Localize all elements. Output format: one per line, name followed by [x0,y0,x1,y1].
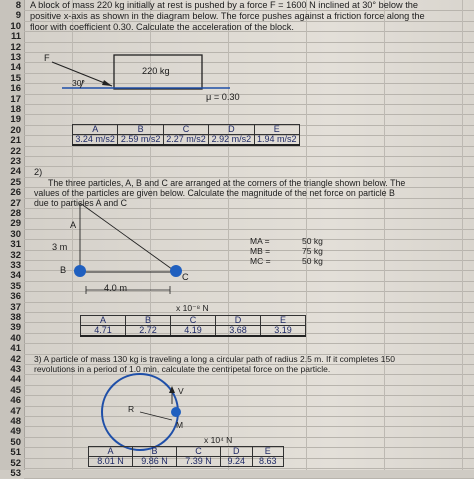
particle-b-dot [74,265,86,277]
force-label: F [44,53,50,63]
row-number[interactable]: 44 [10,374,21,386]
particle-m-dot [171,407,181,417]
answer-header-d[interactable]: D [209,125,254,135]
row-number[interactable]: 37 [10,301,21,313]
problem3-answer-table [88,446,284,467]
row-number[interactable]: 20 [10,124,21,136]
row-number[interactable]: 42 [10,353,21,365]
answer-cell-b[interactable]: 2.72 [126,326,171,337]
row-number[interactable]: 41 [10,343,21,355]
row-number[interactable]: 11 [10,31,21,43]
row-number[interactable]: 35 [10,280,21,292]
row-number[interactable]: 23 [10,156,21,167]
answer-cell-b[interactable]: 9.86 N [133,457,177,467]
answer-header-c[interactable]: C [177,447,221,457]
row-number[interactable]: 43 [10,364,21,375]
problem1-answer-table [72,124,300,146]
problem2-answer-table [80,315,306,337]
answer-cell-d[interactable]: 3.68 [216,326,261,337]
row-number[interactable]: 15 [10,72,21,84]
answer-cell-d[interactable]: 9.24 [221,457,252,467]
mass-a-label[interactable]: MA = [250,236,270,246]
distance-bc-label: 4.0 m [104,283,127,293]
row-number[interactable]: 40 [10,332,21,344]
row-number[interactable]: 50 [10,436,21,448]
row-number[interactable]: 47 [10,405,21,417]
problem3-text-line1[interactable]: 3) A particle of mass 130 kg is traveling a long a circular path of radius 2.5 m. If it completes 150 [34,354,395,364]
row-number[interactable]: 22 [10,145,21,157]
row-number[interactable]: 33 [10,260,21,271]
answer-cell-e[interactable]: 1.94 m/s2 [254,135,299,146]
answer-header-a[interactable]: A [81,316,126,326]
answer-header-a[interactable]: A [73,125,118,135]
answer-cell-d[interactable]: 2.92 m/s2 [209,135,254,146]
radius-line [140,412,172,420]
mass-c-label[interactable]: MC = [250,256,271,266]
radius-label: R [128,404,135,414]
mass-c-value[interactable]: 50 kg [302,256,323,266]
force-arrow-head [102,80,112,86]
row-number[interactable]: 36 [10,291,21,303]
answer-header-b[interactable]: B [118,125,163,135]
row-number[interactable]: 52 [10,457,21,469]
row-number[interactable]: 24 [10,166,21,178]
answer-cell-b[interactable]: 2.59 m/s2 [118,135,163,146]
problem2-text-line1[interactable]: The three particles, A, B and C are arranged at the corners of the triangle shown below. The [48,178,406,188]
angle-label: 30° [72,78,85,88]
row-number[interactable]: 13 [10,52,21,63]
problem2-text-line3[interactable]: due to particles A and C [34,198,127,208]
row-number[interactable]: 26 [10,187,21,199]
row-number[interactable]: 30 [10,228,21,240]
row-number[interactable]: 19 [10,114,21,126]
distance-ab-label: 3 m [52,242,68,252]
answer-cell-c[interactable]: 4.19 [171,326,216,337]
row-number[interactable]: 17 [10,93,21,105]
problem2-number[interactable]: 2) [34,167,43,177]
row-number[interactable]: 27 [10,197,21,209]
mass-m-label: M [176,420,184,430]
answer-cell-c[interactable]: 2.27 m/s2 [163,135,208,146]
problem2-text-line2[interactable]: values of the particles are given below. Calculate the magnitude of the net force on particle B [34,188,395,198]
row-number[interactable]: 16 [10,83,21,95]
row-number[interactable]: 12 [10,41,21,53]
particle-c-dot [170,265,182,277]
problem1-text-line2[interactable]: positive x-axis as shown in the diagram below. The force pushes against a friction force along the [30,11,425,21]
row-number[interactable]: 10 [10,20,21,32]
row-number[interactable]: 9 [15,10,21,22]
mass-label: 220 kg [142,66,170,76]
problem3-text-line2[interactable]: revolutions in a period of 1.0 min, calculate the centripetal force on the particle. [34,364,331,374]
answer-header-e[interactable]: E [261,316,306,326]
particle-c-label: C [182,272,189,282]
row-number[interactable]: 48 [10,416,21,427]
row-number[interactable]: 51 [10,447,21,459]
row-number[interactable]: 25 [10,176,21,188]
answer-header-c[interactable]: C [163,125,208,135]
particle-a-label: A [70,220,77,230]
row-number[interactable]: 32 [10,249,21,261]
row-number[interactable]: 38 [10,312,21,323]
row-number[interactable]: 34 [10,270,21,282]
velocity-label: V [178,386,184,396]
answer-cell-a[interactable]: 3.24 m/s2 [73,135,118,146]
row-number[interactable]: 53 [10,468,21,479]
answer-header-d[interactable]: D [216,316,261,326]
problem2-unit-note[interactable]: x 10⁻⁸ N [176,303,209,313]
answer-cell-e[interactable]: 3.19 [261,326,306,337]
answer-cell-c[interactable]: 7.39 N [177,457,221,467]
row-number[interactable]: 45 [10,384,21,396]
row-number[interactable]: 14 [10,62,21,74]
answer-header-b[interactable]: B [133,447,177,457]
problem3-unit-note[interactable]: x 10⁴ N [204,435,233,445]
mass-b-label[interactable]: MB = [250,246,271,256]
answer-header-e[interactable]: E [254,125,299,135]
problem1-text-line1[interactable]: A block of mass 220 kg initially at rest is pushed by a force F = 1600 N inclined at 30° below the [30,0,418,10]
row-number[interactable]: 18 [10,104,21,115]
row-number[interactable]: 46 [10,395,21,407]
row-number[interactable]: 8 [15,0,21,11]
row-number[interactable]: 21 [10,135,21,147]
row-number[interactable]: 28 [10,208,21,219]
particle-b-label: B [60,265,67,275]
answer-header-c[interactable]: C [171,316,216,326]
problem1-text-line3[interactable]: floor with coefficient 0.30. Calculate the acceleration of the block. [30,22,294,32]
answer-header-d[interactable]: D [221,447,252,457]
triangle-side-ac [80,203,176,272]
row-number[interactable]: 39 [10,322,21,334]
row-number[interactable]: 49 [10,426,21,438]
answer-header-a[interactable]: A [89,447,133,457]
mass-a-value[interactable]: 50 kg [302,236,323,246]
row-number[interactable]: 31 [10,239,21,251]
answer-cell-e[interactable]: 8.63 [252,457,284,467]
answer-header-e[interactable]: E [252,447,284,457]
mass-b-value[interactable]: 75 kg [302,246,323,256]
row-number[interactable]: 29 [10,218,21,230]
answer-cell-a[interactable]: 4.71 [81,326,126,337]
friction-coefficient-label: μ = 0.30 [206,92,240,102]
answer-cell-a[interactable]: 8.01 N [89,457,133,467]
answer-header-b[interactable]: B [126,316,171,326]
